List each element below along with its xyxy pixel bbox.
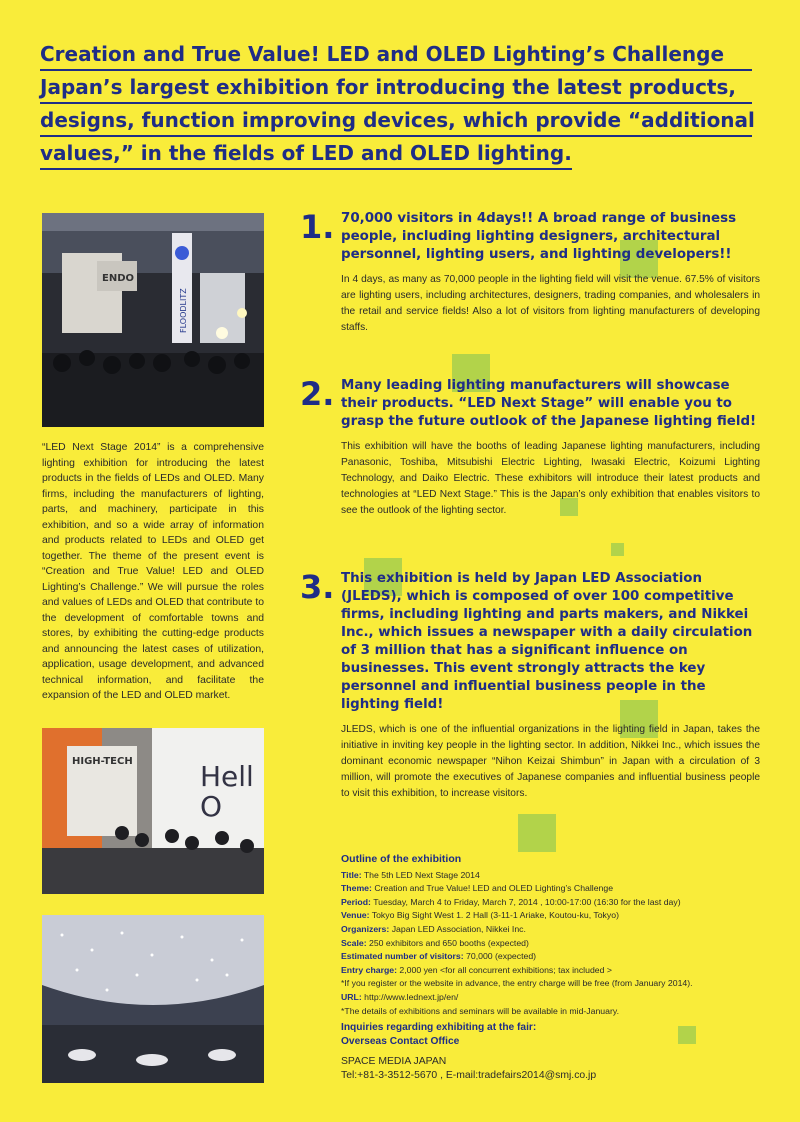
outline-value: Tuesday, March 4 to Friday, March 7, 2014 , 10:00-17:00 (16:30 for the last day)	[370, 896, 681, 907]
outline-label: URL:	[341, 991, 362, 1002]
outline-label: Theme:	[341, 883, 372, 894]
photo-hightech-booth	[42, 728, 264, 894]
header-line-2: Japan’s largest exhibition for introducing the latest products,	[40, 73, 752, 104]
contact-company: SPACE MEDIA JAPAN	[341, 1056, 447, 1067]
section-3	[300, 570, 760, 802]
outline-value: 2,000 yen <for all concurrent exhibitions; tax included >	[397, 964, 612, 975]
outline-row	[341, 923, 761, 937]
booth-sign-hello: Hell	[200, 760, 254, 793]
decor-square	[518, 814, 556, 852]
header-line-1: Creation and True Value! LED and OLED Lighting’s Challenge	[40, 40, 752, 71]
section-number: 3.	[300, 568, 335, 606]
outline-row	[341, 909, 761, 923]
inquiry-heading: Inquiries regarding exhibiting at the fair:	[341, 1022, 537, 1033]
page-header	[40, 40, 755, 172]
photo-starry-canopy	[42, 915, 264, 1083]
intro-text: “LED Next Stage 2014” is a comprehensive lighting exhibition for introducing the latest products in the fields of LEDs and OLED. Many firms, including the manufacturers of lighting, parts, and machinery, participate in this exhibition, and so a wide array of information and products related to LEDs and OLED get together. The theme of the present event is “Creation and True Value! LED and OLED Lighting’s Challenge.” We will pursue the roles and values of LEDs and OLED that contribute to the development of comfortable towns and stores, by exhibiting the cutting-edge products and announcing the latest cases of utilization, application, usage development, and advanced technical information, and facilitate the expansion of the LED and OLED market.	[42, 442, 264, 701]
outline-value: *If you register or the website in advance, the entry charge will be free (from January 2014).	[341, 978, 693, 989]
outline-row	[341, 977, 761, 991]
outline-value: The 5th LED Next Stage 2014	[361, 869, 480, 880]
outline-rows	[341, 869, 761, 1019]
outline-label: Entry charge:	[341, 964, 398, 975]
outline-value[interactable]: http://www.lednext.jp/en/	[361, 991, 459, 1002]
section-heading: This exhibition is held by Japan LED Association (JLEDS), which is composed of over 100 competitive firms, including lighting and parts makers, and Nikkei Inc., which issues a newspaper with a daily circulation of 3 million that has a significant influence on businesses. This event strongly attracts the key personnel and influential business people in the lighting field!	[341, 571, 753, 712]
booth-sign-o: O	[200, 790, 223, 823]
outline-row	[341, 991, 761, 1005]
section-body: In 4 days, as many as 70,000 people in the lighting field will visit the venue. 67.5% of visitors are lighting users, including architectures, designers, trading companies, and wholesalers in the retail and service fields! Also a lot of visitors from lighting manufacturers of developing staffs.	[341, 274, 760, 333]
outline-value: 250 exhibitors and 650 booths (expected)	[366, 937, 529, 948]
section-body: This exhibition will have the booths of leading Japanese lighting manufacturers, including Panasonic, Toshiba, Mitsubishi Electric Lighting, Iwasaki Electric, Koizumi Lighting Technology, and Daiko Electric. These exhibitors will introduce their latest products and technologies at “LED Next Stage.” This is the Japan’s only exhibition that enables visitors to see the outlook of the lighting sector.	[341, 441, 760, 516]
outline-value: Creation and True Value! LED and OLED Lighting’s Challenge	[371, 883, 614, 894]
outline-value: *The details of exhibitions and seminars will be available in mid-January.	[341, 1005, 619, 1016]
photo-exhibition-hall	[42, 213, 264, 427]
outline-row	[341, 869, 761, 883]
outline-row	[341, 896, 761, 910]
inquiry-subheading: Overseas Contact Office	[341, 1036, 460, 1047]
outline-label: Title:	[341, 869, 362, 880]
booth-sign-hightech: HIGH-TECH	[72, 756, 133, 767]
section-number: 2.	[300, 375, 335, 413]
section-2	[300, 377, 760, 519]
header-line-4: values,” in the fields of LED and OLED lighting.	[40, 139, 572, 170]
booth-sign-floodlitz: FLOODLITZ	[179, 288, 188, 333]
section-heading: Many leading lighting manufacturers will showcase their products. “LED Next Stage” will enable you to grasp the future outlook of the Japanese lighting field!	[341, 378, 757, 429]
inquiry-block	[341, 1021, 761, 1083]
outline-row	[341, 882, 761, 896]
outline-row	[341, 1005, 761, 1019]
booth-sign-endo: ENDO	[102, 273, 135, 284]
outline-label: Organizers:	[341, 923, 390, 934]
outline-label: Venue:	[341, 910, 370, 921]
decor-square	[611, 543, 624, 556]
header-line-3: designs, function improving devices, which provide “additional	[40, 106, 752, 137]
section-1	[300, 210, 760, 336]
outline-label: Period:	[341, 896, 371, 907]
outline-row	[341, 937, 761, 951]
section-body: JLEDS, which is one of the influential organizations in the lighting field in Japan, takes the initiative in inviting key people in the lighting sector. In addition, Nikkei Inc., which issues the dominant economic newspaper “Nihon Keizai Shimbun” in Japan with a circulation of 3 million, will promote the executives of Japanese companies and influential business people to visit this exhibition, to increase visitors.	[341, 724, 760, 799]
outline-value: Japan LED Association, Nikkei Inc.	[389, 923, 526, 934]
outline-title: Outline of the exhibition	[341, 853, 462, 865]
outline-row	[341, 964, 761, 978]
exhibition-outline	[341, 853, 761, 1018]
section-heading: 70,000 visitors in 4days!! A broad range of business people, including lighting designers, architectural personnel, lighting users, and lighting developers!!	[341, 211, 737, 262]
outline-label: Estimated number of visitors:	[341, 951, 464, 962]
section-number: 1.	[300, 208, 335, 246]
outline-label: Scale:	[341, 937, 367, 948]
outline-row	[341, 950, 761, 964]
outline-value: Tokyo Big Sight West 1. 2 Hall (3-11-1 Ariake, Koutou-ku, Tokyo)	[369, 910, 619, 921]
contact-details: Tel:+81-3-3512-5670 , E-mail:tradefairs2014@smj.co.jp	[341, 1070, 597, 1081]
outline-value: 70,000 (expected)	[463, 951, 537, 962]
